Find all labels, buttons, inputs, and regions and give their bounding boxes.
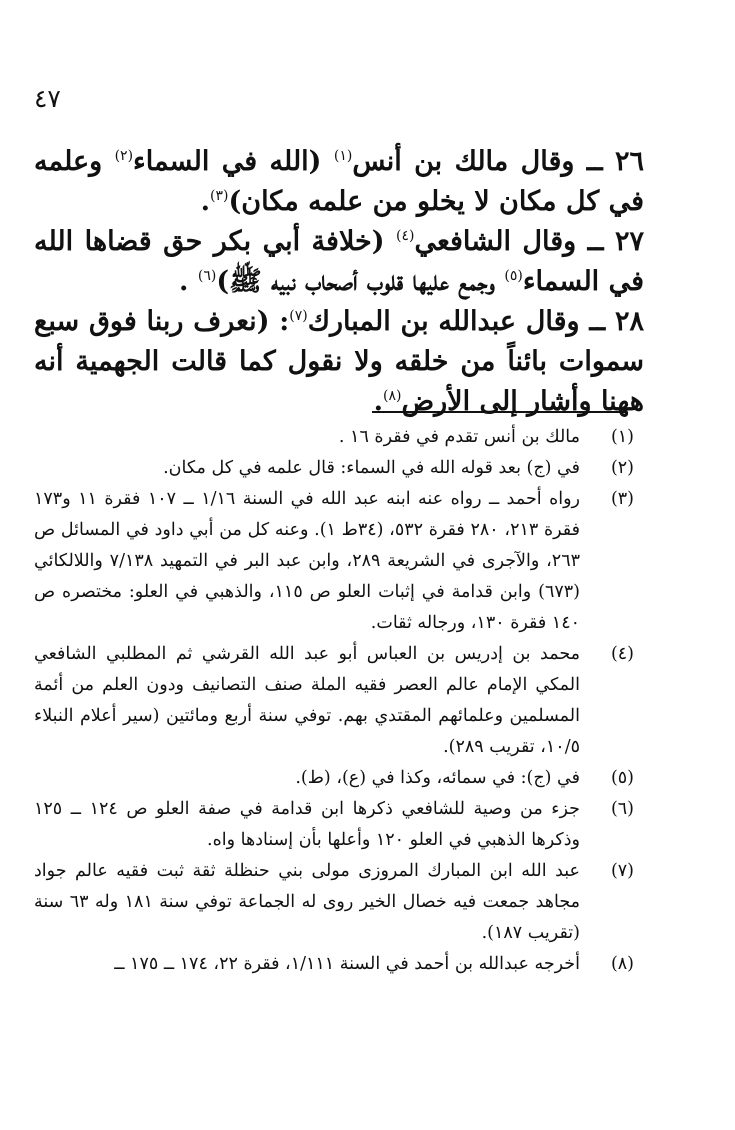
footnote-text: محمد بن إدريس بن العباس أبو عبد الله القرشي ثم المطلبي الشافعي المكي الإمام عالم العصر فقيه الملة صنف التصانيف ودون العلم من أئمة المسلمين وعلمائهم المقتدي بهم. توفي سنة أربع ومائتين (سير أعلام النبلاء ١٠/٥، تقريب ٢٨٩).	[34, 644, 580, 757]
footnote-text: في (ج) بعد قوله الله في السماء: قال علمه في كل مكان.	[163, 458, 580, 478]
paragraph-text: ٢٨ ــ وقال عبدالله بن المبارك	[307, 306, 644, 337]
footnote-3	[34, 484, 634, 639]
footnote-ref: (٧)	[289, 308, 308, 324]
footnote-4	[34, 639, 634, 763]
paragraph-text: .	[179, 266, 198, 297]
footnote-ref: (١)	[333, 148, 353, 164]
footnote-number: (١)	[610, 427, 634, 447]
footnote-ref: (٦)	[197, 268, 217, 284]
footnotes	[34, 422, 634, 980]
paragraph-26	[34, 142, 644, 222]
footnote-number: (٧)	[610, 861, 634, 881]
footnote-6	[34, 794, 634, 856]
footnote-ref: (٢)	[114, 148, 134, 164]
paragraph-text: (الله في السماء	[133, 146, 334, 177]
footnote-1	[34, 422, 634, 453]
footnote-ref: (٨)	[383, 388, 402, 404]
paragraph-27	[34, 222, 644, 302]
footnote-number: (٦)	[610, 799, 634, 819]
paragraph-text: ٢٧ ــ وقال الشافعي	[414, 226, 644, 257]
footnote-number: (٣)	[610, 489, 634, 509]
main-text	[34, 142, 644, 422]
footnote-number: (٥)	[610, 768, 634, 788]
footnote-text: رواه أحمد ــ رواه عنه ابنه عبد الله في السنة ١/١٦ ــ ١٠٧ فقرة ١١ و١٧٣ فقرة ٢١٣، ٢٨٠ فقرة ٥٣٢، (٣٤ط ١). وعنه كل من أبي داود في المسائل ص ٢٦٣، والآجرى في الشريعة ٢٨٩، وابن عبد البر في التمهيد ٧/١٣٨ واللالكائي (٦٧٣) وابن قدامة في إثبات العلو ص ١١٥، والذهبي في العلو: مختصره ص ١٤٠ فقرة ١٣٠، ورجاله ثقات.	[34, 489, 581, 633]
paragraph-text: .	[200, 186, 210, 217]
footnote-number: (٨)	[610, 954, 634, 974]
footnote-divider	[372, 411, 626, 413]
footnote-number: (٤)	[610, 644, 634, 664]
footnote-ref: (٤)	[396, 228, 415, 244]
footnote-number: (٢)	[610, 458, 634, 478]
footnote-ref: (٣)	[210, 188, 229, 204]
footnote-text: أخرجه عبدالله بن أحمد في السنة ١/١١١، فقرة ٢٢، ١٧٤ ــ ١٧٥ ــ	[114, 954, 580, 974]
footnote-text: جزء من وصية للشافعي ذكرها ابن قدامة في صفة العلو ص ١٢٤ ــ ١٢٥ وذكرها الذهبي في العلو ١٢٠ وأعلها بأن إسنادها واه.	[34, 799, 580, 850]
paragraph-28	[34, 302, 644, 422]
paragraph-text: وعلمه في كل مكان لا يخلو من علمه مكان)	[34, 146, 644, 217]
paragraph-text: وجمع عليها قلوب أصحاب نبيه ﷺ)	[216, 266, 505, 297]
paragraph-text: : (نعرف ربنا فوق سبع سموات بائناً من خلقه ولا نقول كما قالت الجهمية أنه ههنا وأشار إلى الأرض	[34, 306, 644, 417]
page-number: ٤٧	[34, 84, 61, 113]
footnote-text: في (ج): في سمائه، وكذا في (ع)، (ط).	[295, 768, 580, 788]
footnote-7	[34, 856, 634, 949]
paragraph-text: ٢٦ ــ وقال مالك بن أنس	[352, 146, 645, 177]
footnote-text: مالك بن أنس تقدم في فقرة ١٦ .	[338, 427, 580, 447]
footnote-2	[34, 453, 634, 484]
paragraph-text: (خلافة أبي بكر حق قضاها الله في السماء	[34, 226, 644, 297]
paragraph-text: .	[373, 386, 384, 417]
footnote-text: عبد الله ابن المبارك المروزى مولى بني حنظلة ثقة ثبت فقيه عالم جواد مجاهد جمعت فيه خصال الخير روى له الجماعة توفي سنة ١٨١ وله ٦٣ سنة (تقريب ١٨٧).	[34, 861, 581, 943]
footnote-ref: (٥)	[504, 268, 523, 284]
footnote-5	[34, 763, 634, 794]
footnote-8	[34, 949, 634, 980]
